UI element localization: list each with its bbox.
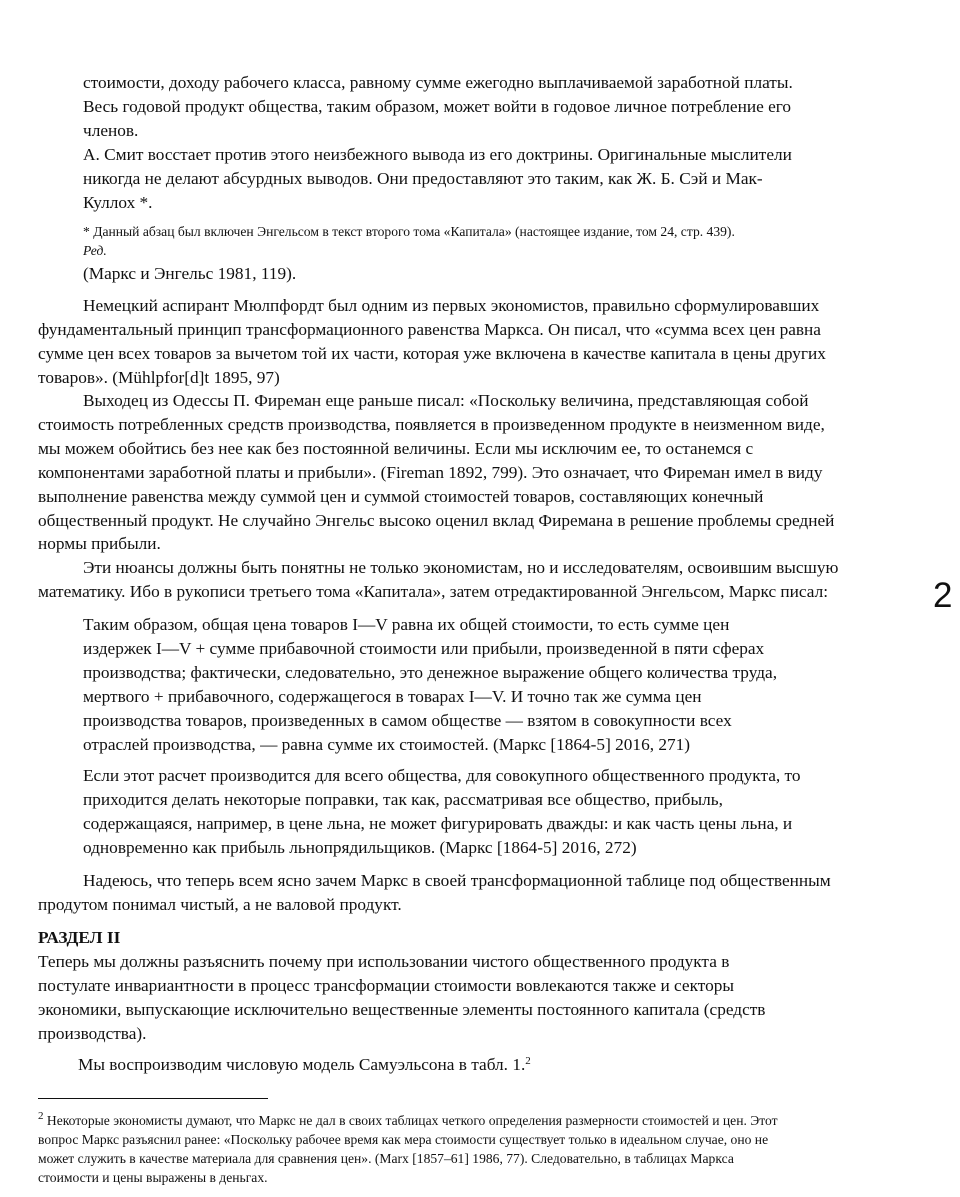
paragraph-muhlpfordt bbox=[38, 294, 826, 390]
text-line: стоимости и цены выражены в деньгах. bbox=[38, 1170, 268, 1185]
text-line: мертвого + прибавочного, содержащегося в товарах I—V. И точно так же сумма цен bbox=[83, 686, 702, 706]
footnote-text: * Данный абзац был включен Энгельсом в текст второго тома «Капитала» (настоящее издание, том 24, стр. 439). bbox=[83, 224, 735, 239]
quote-footnote bbox=[83, 222, 735, 260]
paragraph-conclusion bbox=[38, 869, 831, 917]
footnote-mark: 2 bbox=[38, 1110, 44, 1122]
section-heading: РАЗДЕЛ II bbox=[38, 928, 121, 947]
footnote-2 bbox=[38, 1111, 778, 1187]
text-line: никогда не делают абсурдных выводов. Они предоставляют это таким, как Ж. Б. Сэй и Мак- bbox=[83, 168, 763, 188]
text-line: Куллох *. bbox=[83, 192, 153, 212]
paragraph-nuances bbox=[38, 556, 838, 604]
text-line: А. Смит восстает против этого неизбежного вывода из его доктрины. Оригинальные мыслители bbox=[83, 144, 792, 164]
text-line: Эти нюансы должны быть понятны не только экономистам, но и исследователям, освоившим высшую bbox=[83, 558, 839, 577]
text-line: Если этот расчет производится для всего общества, для совокупного общественного продукта, то bbox=[83, 766, 801, 785]
text-line: отраслей производства, — равна сумме их стоимостей. (Маркс [1864-5] 2016, 271) bbox=[83, 734, 691, 754]
text-line: $^2$ Некоторые экономисты думают, что Маркс не дал в своих таблицах четкого определения размерности стоимостей и цен. Этот bbox=[38, 1110, 778, 1128]
text-line: математику. Ибо в рукописи третьего тома «Капитала», затем отредактированной Энгельсом, Маркс писал: bbox=[38, 581, 829, 601]
quote-top bbox=[83, 71, 793, 214]
text-line: производства). bbox=[38, 1023, 147, 1043]
text-line: Таким образом, общая цена товаров I—V равна их общей стоимости, то есть сумме цен bbox=[83, 615, 730, 634]
footnote-ref[interactable]: 2 bbox=[525, 1055, 531, 1067]
text-line: может служить в качестве материала для сравнения цен». (Marx [1857–61] 1986, 77). Следовательно, в таблицах Маркса bbox=[38, 1151, 734, 1166]
paragraph-text: Мы воспроизводим числовую модель Самуэльсона в табл. 1. bbox=[78, 1055, 526, 1074]
text-line: Весь годовой продукт общества, таким образом, может войти в годовое личное потребление его bbox=[83, 96, 792, 116]
text-line: Немецкий аспирант Мюлпфордт был одним из первых экономистов, правильно сформулировавших bbox=[83, 296, 820, 315]
text-line: общественный продукт. Не случайно Энгельс высоко оценил вклад Фиремана в решение проблемы средней bbox=[38, 510, 835, 530]
paragraph-samuelson bbox=[78, 1053, 531, 1077]
text-line: сумме цен всех товаров за вычетом той их части, которая уже включена в качестве капитала в цены других bbox=[38, 343, 826, 363]
paragraph-fireman bbox=[38, 389, 834, 556]
text-line: продутом понимал чистый, а не валовой продукт. bbox=[38, 894, 402, 914]
text-line: приходится делать некоторые поправки, так как, рассматривая все общество, прибыль, bbox=[83, 789, 723, 809]
text-line: вопрос Маркс разъяснил ранее: «Поскольку рабочее время как мера стоимости существует только в идеальном случае, оно не bbox=[38, 1132, 769, 1147]
page-number: 2 bbox=[933, 576, 953, 615]
text-line: экономики, выпускающие исключительно вещественные элементы постоянного капитала (средств bbox=[38, 999, 766, 1019]
footnote-divider bbox=[38, 1098, 268, 1099]
text-line: Выходец из Одессы П. Фиреман еще раньше писал: «Поскольку величина, представляющая собой bbox=[83, 391, 809, 410]
quote-citation: (Маркс и Энгельс 1981, 119). bbox=[83, 264, 297, 283]
text-line: постулате инвариантности в процесс трансформации стоимости вовлекаются также и секторы bbox=[38, 975, 734, 995]
footnote-editor: Ред. bbox=[83, 243, 107, 258]
text-line: членов. bbox=[83, 120, 139, 140]
block-quote-marx-272 bbox=[83, 764, 801, 860]
text-line: выполнение равенства между суммой цен и суммой стоимостей товаров, составляющих конечный bbox=[38, 486, 764, 506]
section-intro bbox=[38, 950, 765, 1046]
text-line: производства товаров, произведенных в самом обществе — взятом в совокупности всех bbox=[83, 710, 732, 730]
text-line: Надеюсь, что теперь всем ясно зачем Маркс в своей трансформационной таблице под общественным bbox=[83, 871, 831, 890]
text-line: стоимости, доходу рабочего класса, равному сумме ежегодно выплачиваемой заработной платы. bbox=[83, 73, 793, 92]
text-line: компонентами заработной платы и прибыли». (Fireman 1892, 799). Это означает, что Фиреман имел в виду bbox=[38, 462, 823, 482]
text-line: товаров». (Mühlpfor[d]t 1895, 97) bbox=[38, 367, 280, 387]
text-line: стоимость потребленных средств производства, появляется в произведенном продукте в неизменном виде, bbox=[38, 414, 825, 434]
text-line: одновременно как прибыль льнопрядильщиков. (Маркс [1864-5] 2016, 272) bbox=[83, 837, 637, 857]
text-line: нормы прибыли. bbox=[38, 534, 161, 554]
text-line: фундаментальный принцип трансформационного равенства Маркса. Он писал, что «сумма всех цен равна bbox=[38, 319, 821, 339]
text-line: Теперь мы должны разъяснить почему при использовании чистого общественного продукта в bbox=[38, 952, 730, 971]
block-quote-marx-271 bbox=[83, 613, 777, 756]
text-line: производства; фактически, следовательно, это денежное выражение общего количества труда, bbox=[83, 662, 778, 682]
text-line: содержащаяся, например, в цене льна, не может фигурировать дважды: и как часть цены льна, и bbox=[83, 813, 793, 833]
text-line: мы можем обойтись без нее как без постоянной величины. Если мы исключим ее, то останемся с bbox=[38, 438, 754, 458]
text-line: издержек I—V + сумме прибавочной стоимости или прибыли, произведенной в пяти сферах bbox=[83, 638, 765, 658]
